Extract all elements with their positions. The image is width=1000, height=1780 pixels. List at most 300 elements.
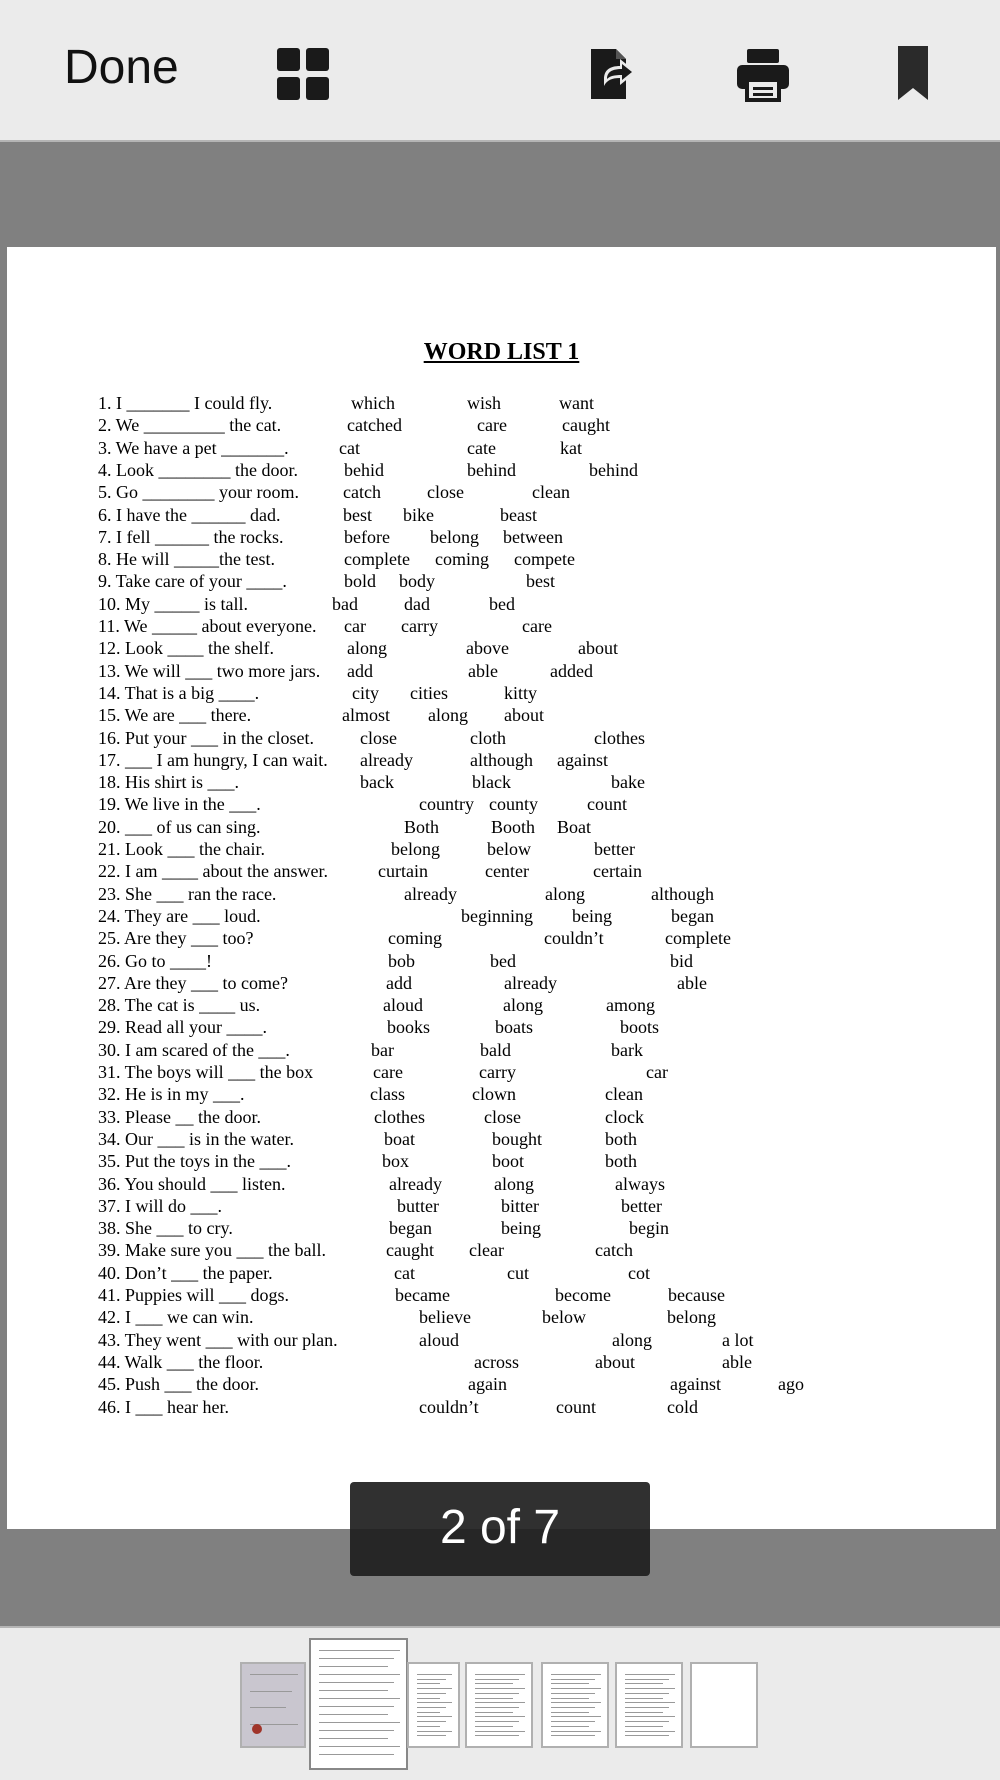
word-list-item: [7, 794, 996, 816]
item-sentence: 6. I have the ______ dad.: [98, 504, 281, 525]
item-option: bike: [403, 504, 434, 525]
item-option: able: [468, 660, 498, 681]
thumbnail-text-line: [475, 1683, 513, 1684]
item-sentence: 21. Look ___ the chair.: [98, 839, 265, 859]
page-indicator-text: 2 of 7: [439, 1501, 561, 1554]
thumbnail-text-line: [250, 1674, 298, 1675]
word-list-item: [7, 884, 996, 906]
item-option: almost: [342, 705, 390, 726]
item-sentence: 7. I fell ______ the rocks.: [98, 526, 284, 547]
item-sentence: 43. They went ___ with our plan.: [98, 1329, 338, 1350]
item-option: along: [347, 638, 387, 659]
item-option: about: [504, 705, 544, 726]
word-list-item: [7, 951, 996, 973]
item-option: butter: [397, 1195, 439, 1216]
thumbnail-text-line: [625, 1721, 669, 1722]
word-list-item: [7, 928, 996, 950]
item-option: began: [389, 1218, 432, 1239]
thumbnail-text-line: [319, 1690, 388, 1691]
item-option: along: [612, 1329, 652, 1350]
item-option: bake: [611, 772, 645, 793]
thumbnail-text-line: [319, 1650, 400, 1651]
page-indicator: [350, 1482, 650, 1576]
item-sentence: 23. She ___ ran the race.: [98, 883, 277, 904]
item-option: caught: [562, 415, 610, 436]
item-option: cold: [667, 1396, 698, 1417]
item-option: already: [504, 972, 557, 993]
item-option: although: [470, 749, 533, 770]
item-option: caught: [386, 1240, 434, 1261]
word-list-item: [7, 527, 996, 549]
item-option: dad: [404, 593, 430, 614]
word-list-item: [7, 683, 996, 705]
thumbnail-text-line: [625, 1735, 669, 1736]
thumbnail-seal-icon: [252, 1724, 262, 1734]
item-sentence: 27. Are they ___ to come?: [98, 972, 288, 993]
item-sentence: 41. Puppies will ___ dogs.: [98, 1285, 290, 1305]
thumbnail-text-line: [417, 1726, 440, 1727]
item-option: kitty: [504, 682, 538, 703]
thumbnail-text-line: [475, 1712, 513, 1713]
item-sentence: 39. Make sure you ___ the ball.: [98, 1240, 326, 1261]
thumbnail-text-line: [250, 1691, 292, 1692]
thumbnail-text-line: [625, 1674, 675, 1675]
thumbnail-text-line: [551, 1707, 595, 1708]
item-option: bar: [371, 1039, 394, 1060]
item-option: better: [594, 839, 635, 859]
thumbnail-text-line: [475, 1707, 519, 1708]
item-option: close: [484, 1106, 521, 1127]
word-list-item: [7, 616, 996, 638]
item-option: always: [615, 1173, 665, 1194]
item-option: began: [671, 905, 714, 926]
item-sentence: 26. Go to ____!: [98, 950, 212, 971]
item-option: books: [387, 1017, 431, 1038]
item-option: cate: [467, 437, 496, 458]
thumbnail-text-line: [475, 1688, 525, 1689]
document-page[interactable]: [7, 247, 996, 1529]
item-option: bid: [670, 950, 694, 971]
item-option: curtain: [378, 861, 428, 882]
item-option: become: [555, 1285, 611, 1305]
item-option: behind: [589, 459, 638, 480]
thumbnail-text-line: [319, 1698, 400, 1699]
thumbnail-text-line: [417, 1688, 452, 1689]
item-option: bald: [480, 1039, 511, 1060]
item-option: ago: [778, 1374, 804, 1395]
item-option: box: [382, 1151, 409, 1172]
item-option: Boat: [557, 816, 591, 837]
thumbnail-text-line: [417, 1674, 452, 1675]
item-option: clothes: [594, 727, 645, 748]
thumbnail-text-line: [250, 1707, 286, 1708]
item-option: boots: [620, 1017, 660, 1038]
item-option: already: [389, 1173, 442, 1194]
item-sentence: 8. He will _____the test.: [98, 549, 275, 570]
word-list-item: [7, 505, 996, 527]
item-sentence: 29. Read all your ____.: [98, 1017, 267, 1038]
print-icon[interactable]: [735, 46, 791, 102]
thumbnail-text-line: [551, 1731, 601, 1732]
thumbnail-text-line: [475, 1716, 525, 1717]
word-list-item: [7, 906, 996, 928]
item-sentence: 16. Put your ___ in the closet.: [98, 727, 314, 748]
item-option: bold: [344, 571, 377, 592]
word-list-item: [7, 393, 996, 415]
word-list-item: [7, 571, 996, 593]
item-option: carry: [401, 616, 438, 636]
item-sentence: 4. Look ________ the door.: [98, 459, 298, 480]
item-option: able: [722, 1351, 752, 1372]
thumbnail-text-line: [625, 1731, 675, 1732]
item-option: city: [352, 682, 379, 703]
item-option: clock: [605, 1106, 644, 1127]
item-sentence: 28. The cat is ____ us.: [98, 995, 261, 1016]
thumbnail-text-line: [475, 1679, 519, 1680]
thumbnail-text-line: [551, 1726, 589, 1727]
item-option: which: [351, 393, 395, 413]
item-sentence: 1. I _______ I could fly.: [98, 393, 273, 413]
item-option: cut: [507, 1262, 529, 1283]
item-option: carry: [479, 1062, 516, 1082]
item-option: both: [605, 1128, 638, 1149]
item-option: catch: [343, 482, 381, 503]
word-list-item: [7, 973, 996, 995]
item-option: cot: [628, 1262, 650, 1283]
item-option: care: [522, 616, 552, 636]
item-option: catched: [347, 415, 402, 436]
word-list-item: [7, 1352, 996, 1374]
page-thumbnail-7[interactable]: [690, 1662, 758, 1748]
item-option: bad: [332, 593, 358, 614]
thumbnail-text-line: [417, 1735, 446, 1736]
item-option: close: [427, 482, 464, 503]
word-list-item: [7, 1040, 996, 1062]
item-sentence: 3. We have a pet _______.: [98, 437, 289, 458]
thumbnail-text-line: [475, 1698, 513, 1699]
thumbnail-text-line: [551, 1683, 589, 1684]
item-option: behind: [467, 459, 516, 480]
word-list-item: [7, 1017, 996, 1039]
item-option: among: [606, 995, 655, 1016]
item-sentence: 20. ___ of us can sing.: [98, 816, 261, 837]
item-option: belong: [391, 839, 440, 859]
word-list-item: [7, 817, 996, 839]
thumbnail-text-line: [625, 1702, 675, 1703]
thumbnail-text-line: [417, 1683, 440, 1684]
page-thumbnail-2[interactable]: [309, 1638, 408, 1770]
thumbnail-text-line: [625, 1707, 669, 1708]
word-list-item: [7, 728, 996, 750]
thumbnail-text-line: [417, 1716, 452, 1717]
thumbnail-text-line: [625, 1683, 663, 1684]
item-sentence: 5. Go ________ your room.: [98, 482, 299, 503]
thumbnail-text-line: [319, 1746, 400, 1747]
item-option: boats: [495, 1017, 533, 1038]
item-option: boat: [384, 1128, 415, 1149]
word-list-item: [7, 861, 996, 883]
item-option: complete: [665, 928, 731, 949]
thumbnail-text-line: [625, 1679, 669, 1680]
item-option: Both: [404, 816, 440, 837]
word-list-item: [7, 1240, 996, 1262]
item-option: back: [360, 772, 394, 793]
thumbnail-text-line: [551, 1702, 601, 1703]
page-thumbnail-1[interactable]: [240, 1662, 306, 1748]
word-list-item: [7, 1151, 996, 1173]
item-sentence: 10. My _____ is tall.: [98, 593, 249, 614]
item-sentence: 22. I am ____ about the answer.: [98, 861, 328, 882]
item-option: cloth: [470, 727, 506, 748]
word-list-item: [7, 1107, 996, 1129]
item-option: country: [419, 794, 474, 815]
thumbnail-text-line: [319, 1658, 394, 1659]
item-option: catch: [595, 1240, 633, 1261]
item-option: body: [399, 571, 435, 592]
item-option: count: [556, 1396, 596, 1417]
word-list-item: [7, 594, 996, 616]
word-list-item: [7, 839, 996, 861]
thumbnail-text-line: [551, 1735, 595, 1736]
word-list-item: [7, 1084, 996, 1106]
thumbnail-text-line: [319, 1706, 394, 1707]
item-sentence: 18. His shirt is ___.: [98, 772, 240, 793]
item-sentence: 35. Put the toys in the ___.: [98, 1151, 291, 1172]
item-option: across: [474, 1351, 519, 1372]
item-sentence: 40. Don’t ___ the paper.: [98, 1262, 273, 1283]
thumbnail-text-line: [475, 1735, 519, 1736]
item-option: bob: [388, 950, 415, 971]
item-option: compete: [514, 549, 575, 570]
grid-icon[interactable]: [277, 48, 329, 100]
item-option: already: [404, 883, 457, 904]
top-toolbar: [0, 0, 1000, 142]
item-option: wish: [467, 393, 502, 413]
page-thumbnail-4[interactable]: [465, 1662, 533, 1748]
word-list-item: [7, 1174, 996, 1196]
item-option: already: [360, 749, 413, 770]
item-option: black: [472, 772, 511, 793]
word-list-item: [7, 1062, 996, 1084]
item-option: along: [503, 995, 543, 1016]
item-sentence: 45. Push ___ the door.: [98, 1374, 260, 1395]
thumbnail-text-line: [551, 1721, 595, 1722]
item-option: count: [587, 794, 627, 815]
item-option: county: [489, 794, 538, 815]
item-option: believe: [419, 1307, 471, 1328]
item-option: being: [501, 1218, 541, 1239]
word-list-item: [7, 482, 996, 504]
item-option: against: [557, 749, 608, 770]
item-option: aloud: [419, 1329, 459, 1350]
thumbnail-text-line: [417, 1698, 440, 1699]
item-option: although: [651, 883, 714, 904]
item-sentence: 17. ___ I am hungry, I can wait.: [98, 749, 328, 770]
thumbnail-text-line: [475, 1693, 519, 1694]
word-list-item: [7, 705, 996, 727]
word-list-item: [7, 750, 996, 772]
item-option: clean: [532, 482, 570, 503]
word-list-item: [7, 661, 996, 683]
item-option: below: [542, 1307, 586, 1328]
page-thumbnail-6[interactable]: [615, 1662, 683, 1748]
word-list-item: [7, 638, 996, 660]
item-option: became: [395, 1285, 450, 1305]
item-option: bed: [490, 950, 516, 971]
item-option: kat: [560, 437, 582, 458]
thumbnail-text-line: [551, 1712, 589, 1713]
word-list-item: [7, 1129, 996, 1151]
thumbnail-text-line: [319, 1674, 400, 1675]
item-sentence: 19. We live in the ___.: [98, 794, 261, 815]
thumbnail-text-line: [319, 1682, 394, 1683]
item-sentence: 46. I ___ hear her.: [98, 1396, 229, 1417]
thumbnail-text-line: [475, 1721, 519, 1722]
item-option: Booth: [491, 816, 536, 837]
thumbnail-text-line: [417, 1679, 446, 1680]
item-sentence: 9. Take care of your ____.: [98, 571, 287, 592]
word-list-item: [7, 772, 996, 794]
item-sentence: 12. Look ____ the shelf.: [98, 638, 274, 659]
thumbnail-text-line: [475, 1702, 525, 1703]
item-option: better: [621, 1195, 662, 1216]
word-list-item: [7, 549, 996, 571]
word-list-item: [7, 415, 996, 437]
item-option: cities: [410, 682, 448, 703]
word-list-item: [7, 438, 996, 460]
thumbnail-text-line: [551, 1688, 601, 1689]
item-option: add: [386, 972, 412, 993]
item-option: beast: [500, 504, 537, 525]
item-option: care: [477, 415, 507, 436]
item-option: bark: [611, 1039, 643, 1060]
word-list-item: [7, 1397, 996, 1419]
word-list-item: [7, 1218, 996, 1240]
share-icon[interactable]: [588, 46, 640, 102]
item-option: best: [526, 571, 555, 592]
thumbnail-text-line: [551, 1693, 595, 1694]
item-option: between: [503, 526, 563, 547]
word-list-item: [7, 1196, 996, 1218]
item-option: couldn’t: [544, 928, 604, 949]
thumbnail-text-line: [417, 1702, 452, 1703]
page-thumbnail-3[interactable]: [407, 1662, 460, 1748]
bookmark-icon[interactable]: [896, 44, 930, 102]
thumbnail-text-line: [551, 1679, 595, 1680]
item-sentence: 37. I will do ___.: [98, 1195, 222, 1216]
item-option: clown: [472, 1084, 516, 1105]
document-title: WORD LIST 1: [423, 339, 580, 365]
thumbnail-text-line: [319, 1738, 388, 1739]
item-option: below: [487, 839, 531, 859]
item-option: along: [545, 883, 585, 904]
item-option: being: [572, 905, 612, 926]
item-option: because: [668, 1285, 725, 1305]
thumbnail-text-line: [417, 1721, 446, 1722]
thumbnail-text-line: [475, 1726, 513, 1727]
word-list-item: [7, 1285, 996, 1307]
item-option: bed: [489, 593, 515, 614]
thumbnail-text-line: [475, 1731, 525, 1732]
item-sentence: 42. I ___ we can win.: [98, 1307, 254, 1328]
item-option: again: [468, 1374, 507, 1395]
item-option: cat: [394, 1262, 415, 1283]
thumbnail-text-line: [625, 1698, 663, 1699]
thumbnail-text-line: [551, 1716, 601, 1717]
item-option: best: [343, 504, 372, 525]
thumbnail-text-line: [319, 1754, 394, 1755]
item-option: both: [605, 1151, 638, 1172]
page-thumbnail-5[interactable]: [541, 1662, 609, 1748]
thumbnail-text-line: [475, 1674, 525, 1675]
item-option: belong: [430, 526, 479, 547]
item-option: about: [595, 1351, 635, 1372]
item-sentence: 2. We _________ the cat.: [98, 415, 282, 436]
item-sentence: 15. We are ___ there.: [98, 705, 252, 726]
item-sentence: 14. That is a big ____.: [98, 682, 260, 703]
done-button[interactable]: Done: [64, 41, 179, 94]
item-sentence: 36. You should ___ listen.: [98, 1173, 286, 1194]
item-option: boot: [492, 1151, 525, 1172]
item-option: behid: [344, 459, 384, 480]
item-option: care: [373, 1062, 403, 1082]
item-option: aloud: [383, 995, 423, 1016]
thumbnail-text-line: [551, 1698, 589, 1699]
item-option: above: [466, 638, 509, 659]
item-sentence: 25. Are they ___ too?: [98, 928, 254, 949]
item-option: class: [370, 1084, 405, 1105]
word-list-item: [7, 1374, 996, 1396]
item-option: before: [344, 526, 390, 547]
item-option: complete: [344, 549, 410, 570]
thumbnail-text-line: [319, 1722, 400, 1723]
item-sentence: 44. Walk ___ the floor.: [98, 1351, 264, 1372]
thumbnail-text-line: [319, 1666, 388, 1667]
item-sentence: 34. Our ___ is in the water.: [98, 1128, 294, 1149]
item-option: clear: [469, 1240, 504, 1261]
word-list-item: [7, 460, 996, 482]
item-option: add: [347, 660, 373, 681]
item-option: against: [670, 1374, 721, 1395]
word-list-item: [7, 1307, 996, 1329]
thumbnail-text-line: [551, 1674, 601, 1675]
thumbnail-text-line: [417, 1712, 440, 1713]
item-option: clean: [605, 1084, 643, 1105]
item-sentence: 30. I am scared of the ___.: [98, 1039, 290, 1060]
item-option: belong: [667, 1307, 716, 1328]
thumbnail-text-line: [417, 1731, 452, 1732]
item-option: coming: [388, 928, 442, 949]
item-option: car: [646, 1062, 668, 1082]
item-option: about: [578, 638, 618, 659]
thumbnail-text-line: [625, 1712, 663, 1713]
item-option: clothes: [374, 1106, 425, 1127]
item-option: along: [494, 1173, 534, 1194]
item-option: want: [559, 393, 594, 413]
item-option: couldn’t: [419, 1396, 479, 1417]
thumbnail-text-line: [625, 1716, 675, 1717]
item-option: bitter: [501, 1195, 539, 1216]
item-option: beginning: [461, 905, 533, 926]
thumbnail-bar: [0, 1626, 1000, 1780]
item-sentence: 31. The boys will ___ the box: [98, 1062, 314, 1082]
item-sentence: 13. We will ___ two more jars.: [98, 660, 321, 681]
item-option: car: [344, 616, 366, 636]
thumbnail-text-line: [319, 1730, 394, 1731]
thumbnail-text-line: [417, 1693, 446, 1694]
item-option: certain: [593, 861, 642, 882]
item-sentence: 33. Please __ the door.: [98, 1106, 261, 1127]
